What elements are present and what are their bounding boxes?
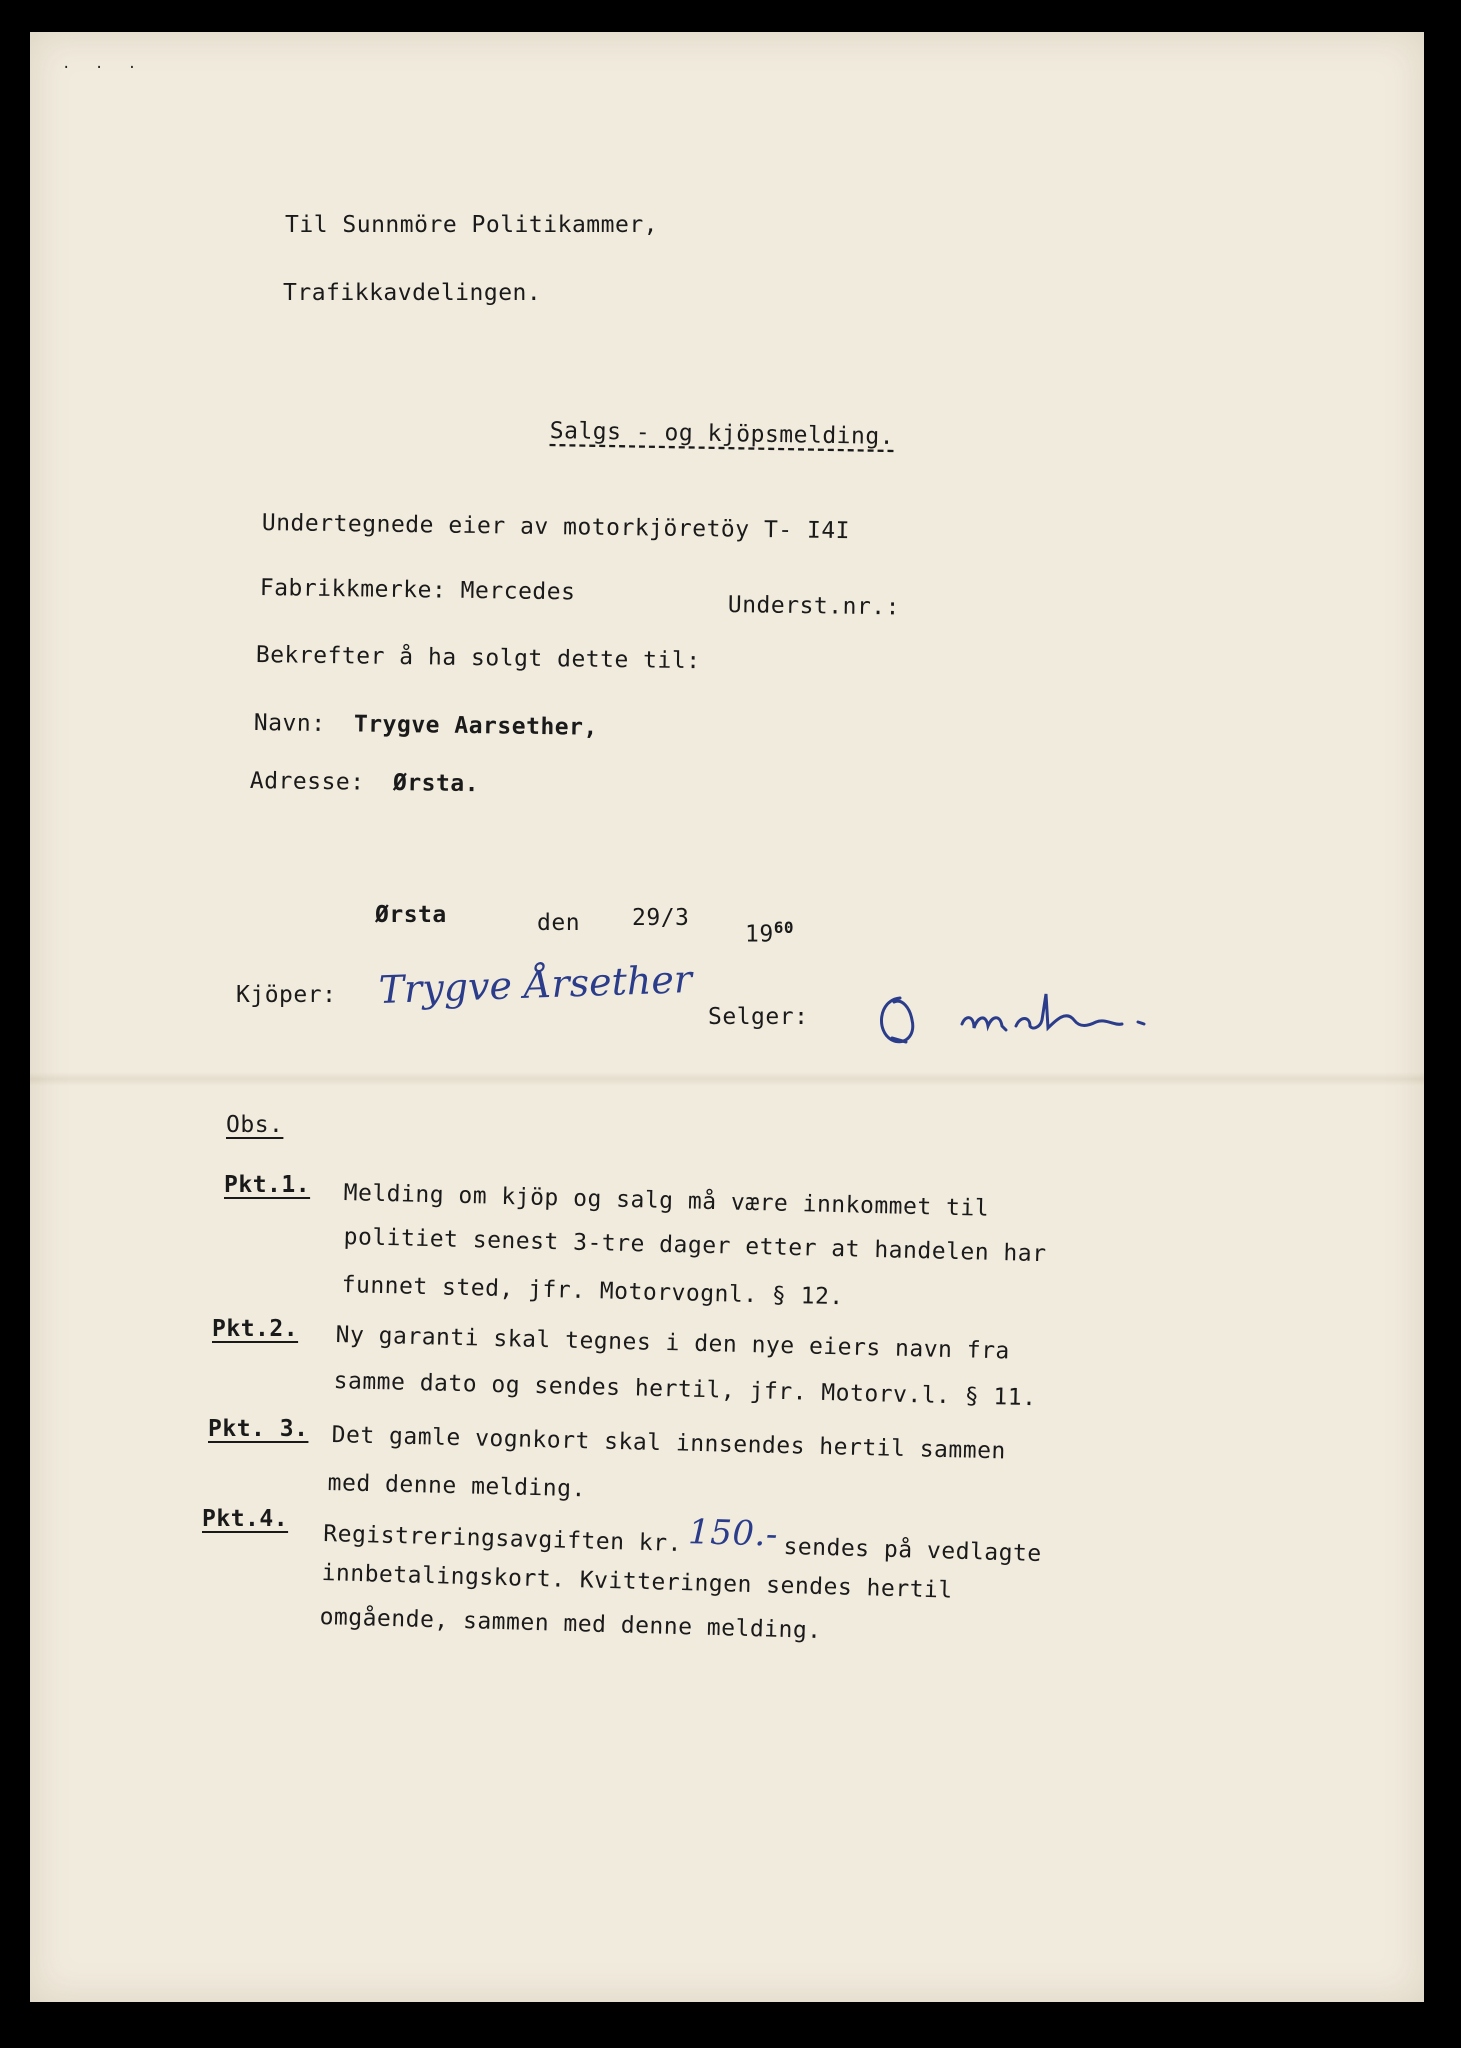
name-label: Navn: <box>253 710 326 737</box>
address-value: Ørsta. <box>392 769 480 798</box>
point-4-text-after: sendes på vedlagte <box>783 1533 1043 1568</box>
seller-signature <box>870 980 1190 1060</box>
year-suffix: 60 <box>773 918 794 937</box>
chassis-number-field: Underst.nr.: <box>727 592 901 621</box>
point-4-text-before: Registreringsavgiften kr. <box>322 1520 683 1558</box>
address-label: Adresse: <box>249 768 365 796</box>
point-3-line-1: Det gamle vognkort skal innsendes hertil sammen <box>331 1422 1007 1465</box>
date-value: 29/3 <box>632 905 690 931</box>
point-4-line-2: innbetalingskort. Kvitteringen sendes hertil <box>321 1560 954 1604</box>
buyer-name-row <box>254 710 598 741</box>
vehicle-owner-line: Undertegnede eier av motorkjöretöy T- I4I <box>261 510 851 545</box>
point-3-line-2: med denne melding. <box>327 1470 587 1503</box>
document-title: Salgs - og kjöpsmelding. <box>549 418 895 451</box>
point-1-line-3: funnet sted, jfr. Motorvognl. § 12. <box>341 1272 845 1311</box>
point-3-label: Pkt. 3. <box>208 1416 309 1442</box>
make-field: Fabrikkmerke: Mercedes <box>259 575 576 606</box>
point-2-label: Pkt.2. <box>212 1316 299 1342</box>
point-1-line-2: politiet senest 3-tre dager etter at handelen har <box>343 1224 1047 1268</box>
point-4-label: Pkt.4. <box>202 1506 289 1532</box>
buyer-label: Kjöper: <box>236 982 337 1008</box>
fold-crease <box>30 1072 1424 1086</box>
recipient-line-2: Trafikkavdelingen. <box>283 280 542 306</box>
seller-label: Selger: <box>708 1004 809 1030</box>
buyer-signature: Trygve Årsether <box>378 957 693 1012</box>
obs-heading: Obs. <box>226 1112 284 1138</box>
buyer-address-row <box>250 768 480 797</box>
point-1-label: Pkt.1. <box>224 1172 311 1198</box>
confirmation-line: Bekrefter å ha solgt dette til: <box>255 642 701 675</box>
fee-handwritten: 150.- <box>687 1512 779 1555</box>
point-2-line-1: Ny garanti skal tegnes i den nye eiers navn fra <box>335 1322 1011 1365</box>
corner-marks: · · · <box>62 60 145 76</box>
point-4-line-3: omgående, sammen med denne melding. <box>319 1604 822 1645</box>
name-value: Trygve Aarsether, <box>353 711 598 741</box>
year-prefix: 19 <box>745 921 774 948</box>
year-value <box>745 918 794 948</box>
den-word: den <box>537 910 581 936</box>
recipient-line-1: Til Sunnmöre Politikammer, <box>285 212 659 238</box>
point-1-line-1: Melding om kjöp og salg må være innkommet til <box>343 1180 990 1222</box>
point-2-line-2: samme dato og sendes hertil, jfr. Motorv.l. § 11. <box>333 1368 1037 1412</box>
place-value: Ørsta <box>375 902 447 928</box>
